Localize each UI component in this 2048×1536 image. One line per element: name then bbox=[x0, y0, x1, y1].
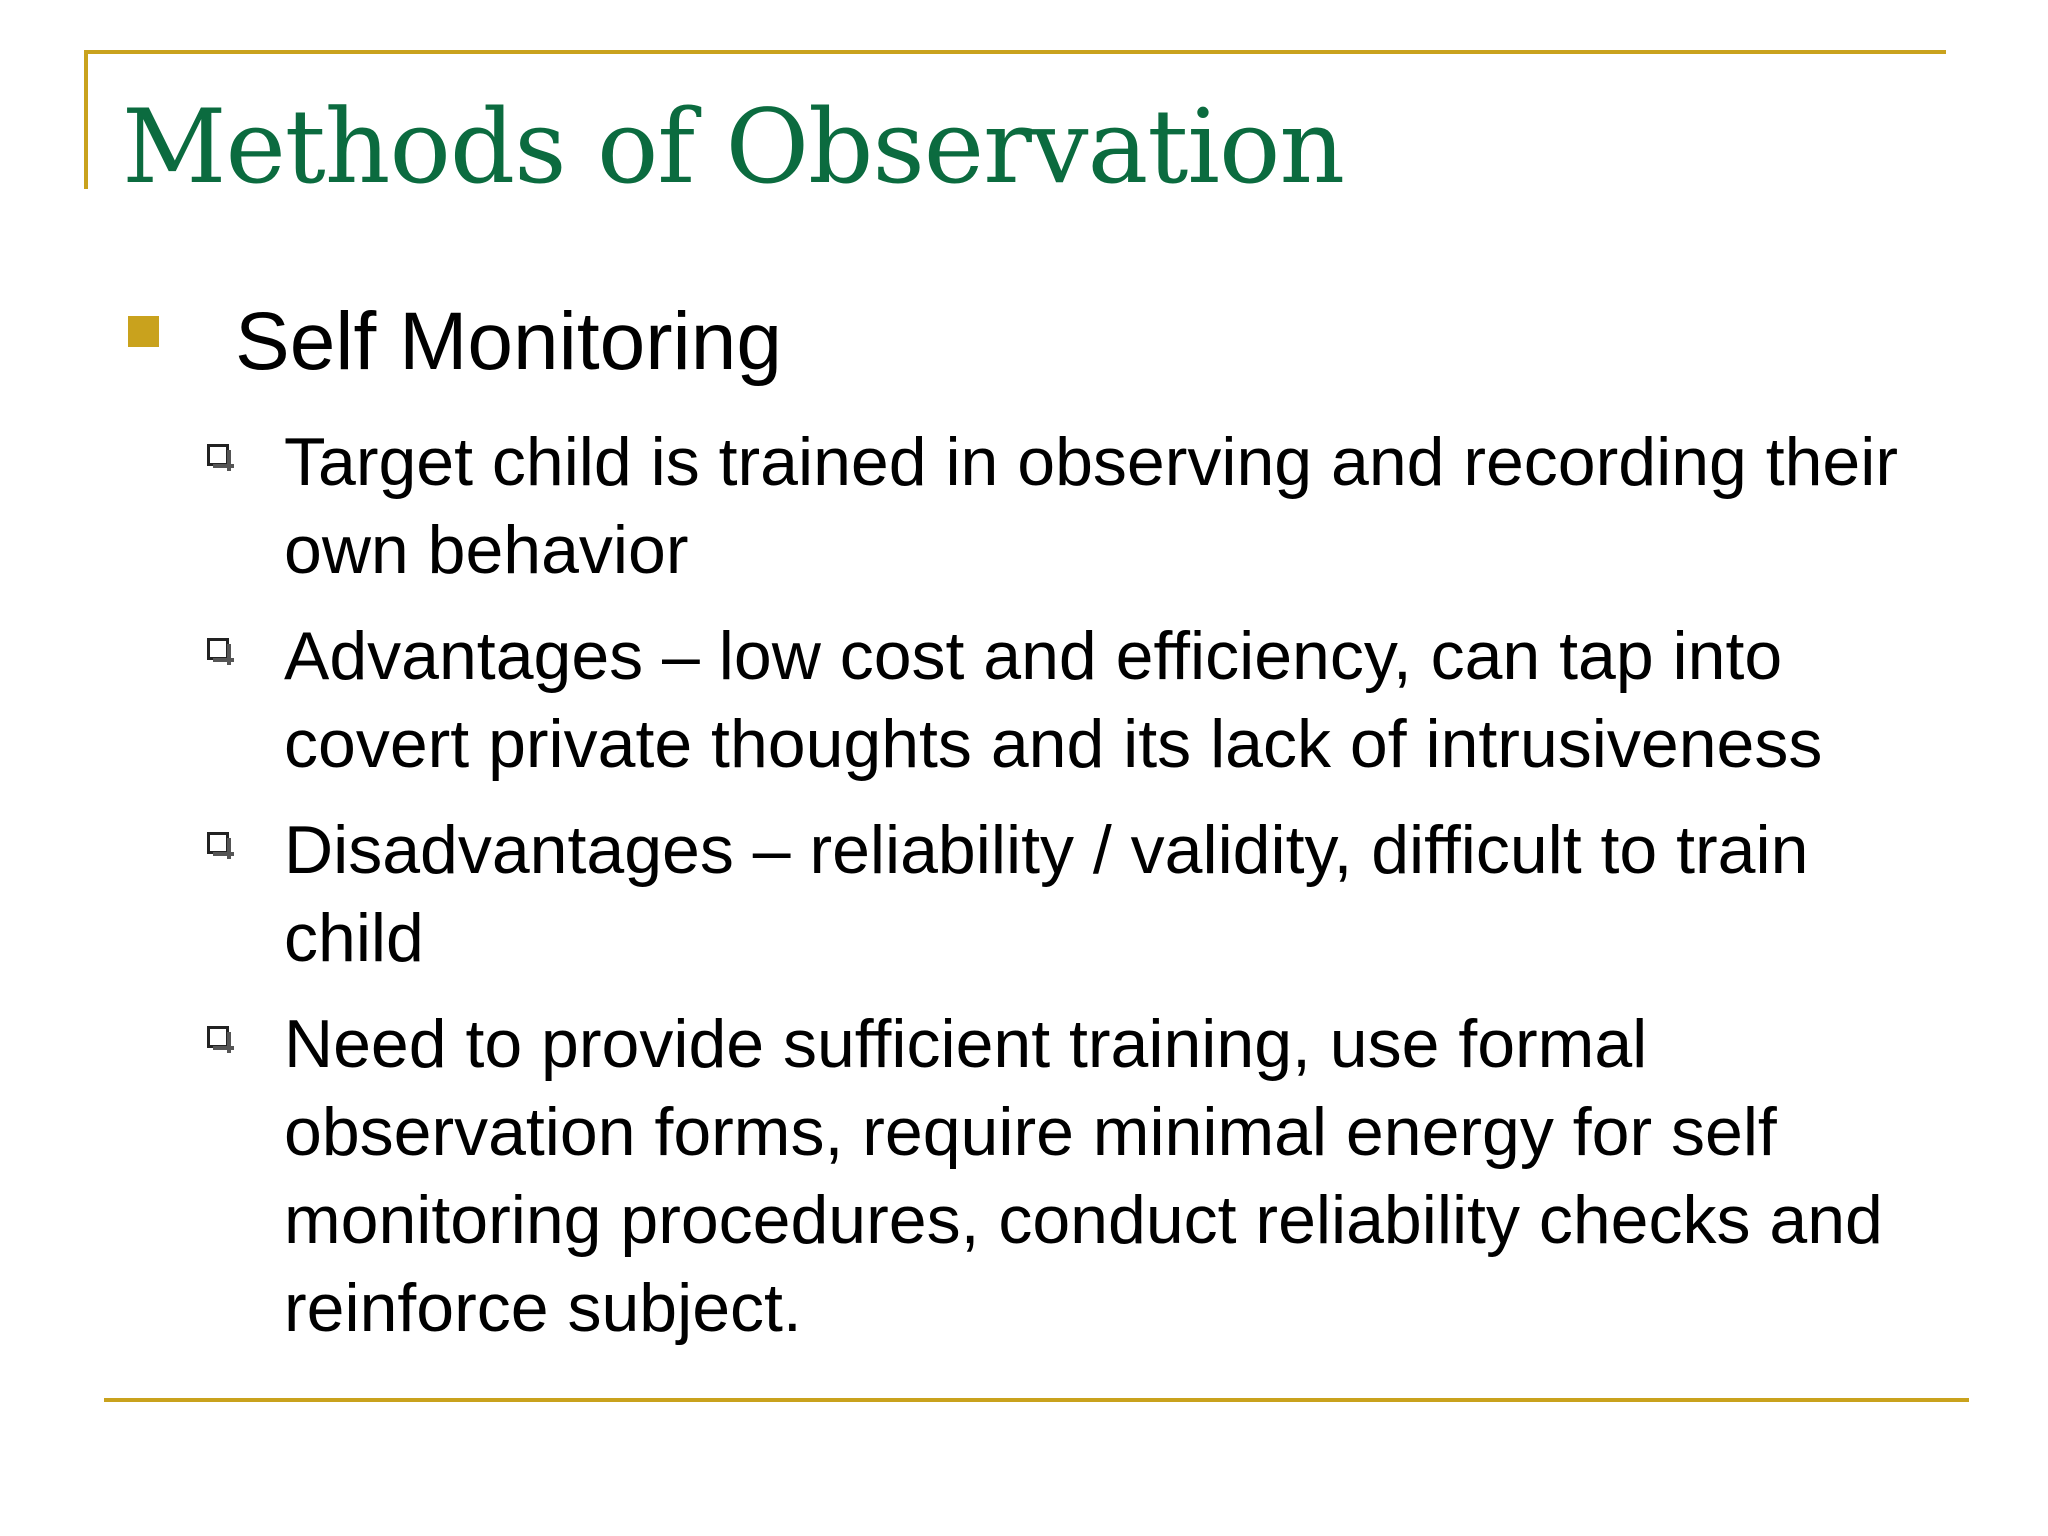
level1-bullet-text: Self Monitoring bbox=[235, 296, 782, 387]
sub-bullet-text: Advantages – low cost and efficiency, can tap into covert private thoughts and its lack of intrusiveness bbox=[284, 618, 1823, 782]
sub-bullet-item bbox=[207, 806, 1967, 982]
sub-bullet-item bbox=[207, 418, 1967, 594]
square-bullet-icon bbox=[128, 316, 159, 347]
left-divider bbox=[84, 50, 88, 189]
sub-bullet-text: Target child is trained in observing and recording their own behavior bbox=[284, 424, 1899, 588]
box-bullet-icon bbox=[207, 832, 229, 854]
sub-bullet-text: Need to provide sufficient training, use formal observation forms, require minimal energy for self monitoring procedures, conduct reliability checks and reinforce subject. bbox=[284, 1006, 1883, 1346]
box-bullet-icon bbox=[207, 444, 229, 466]
sub-bullet-text: Disadvantages – reliability / validity, difficult to train child bbox=[284, 812, 1809, 976]
slide-title: Methods of Observation bbox=[122, 88, 1345, 207]
sub-bullet-list bbox=[207, 418, 1967, 1370]
box-bullet-icon bbox=[207, 1026, 229, 1048]
sub-bullet-item bbox=[207, 1000, 1967, 1352]
level1-bullet-row bbox=[128, 296, 782, 388]
bottom-divider bbox=[104, 1398, 1969, 1402]
box-bullet-icon bbox=[207, 638, 229, 660]
sub-bullet-item bbox=[207, 612, 1967, 788]
top-divider bbox=[84, 50, 1946, 54]
